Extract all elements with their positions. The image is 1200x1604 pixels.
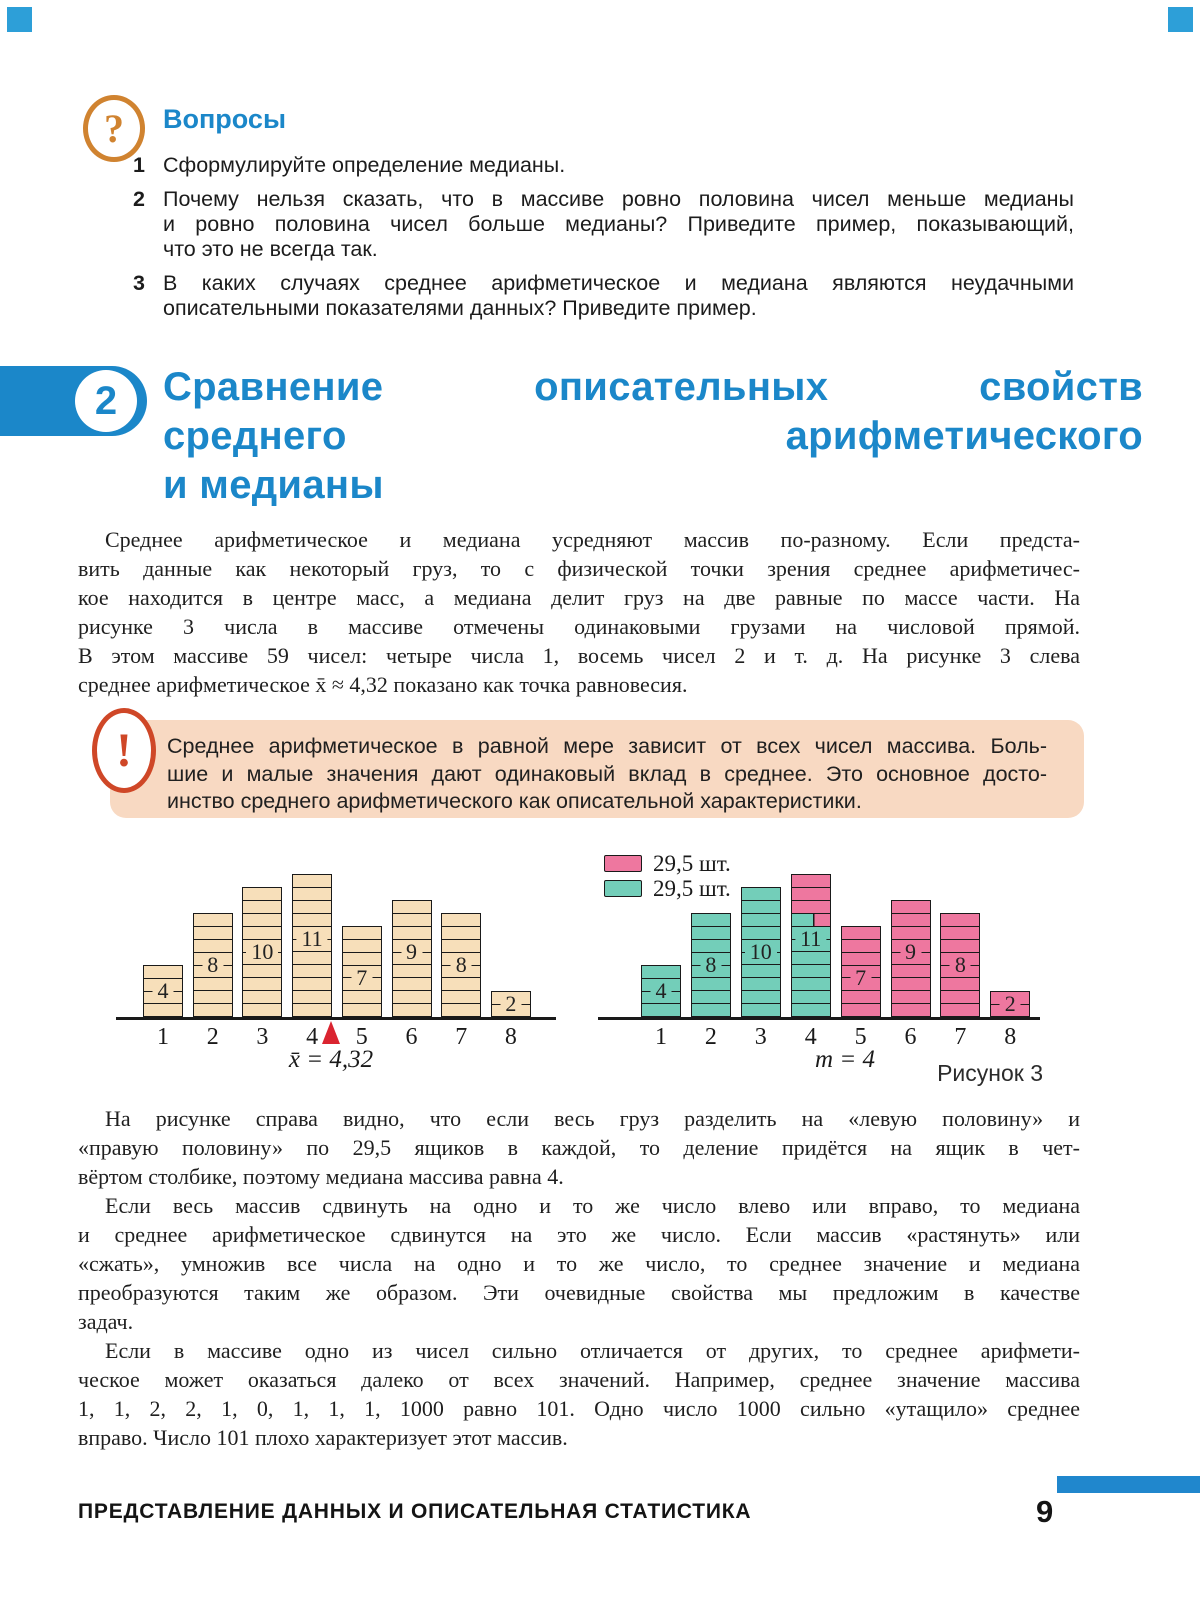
section-number-circle [75, 370, 137, 432]
unit-box [892, 990, 930, 1003]
text-line: Среднее арифметическое и медиана усредняют массив по-разному. Если предста- [105, 527, 1080, 552]
unit-box [393, 990, 431, 1003]
text-line: Сформулируйте определение медианы. [163, 153, 566, 177]
legend-label: 29,5 шт. [653, 875, 731, 901]
x-axis-tick-label: 5 [355, 1024, 368, 1050]
unit-box [194, 1003, 232, 1016]
corner-mark-top-left [7, 7, 32, 32]
x-axis-tick-label: 4 [804, 1024, 817, 1050]
text-line: преобразуются таким же образом. Эти очевидные свойства мы предложим в качестве [78, 1280, 1080, 1305]
unit-box [792, 900, 830, 913]
bar-column [342, 926, 382, 1017]
x-axis-tick-label: 7 [954, 1024, 967, 1050]
x-axis-tick-label: 1 [655, 1024, 667, 1050]
text-line: кое находится в центре масс, а медиана делит груз на две равные по массе части. На [78, 585, 1080, 610]
unit-box [243, 913, 281, 926]
x-axis-tick-label: 8 [1004, 1024, 1017, 1050]
bar-value-label: 8 [700, 955, 721, 975]
chart-legend [604, 851, 731, 901]
unit-box [293, 875, 331, 887]
unit-box [442, 977, 480, 990]
bar-value-label: 2 [500, 994, 521, 1014]
bar-value-label: 9 [900, 942, 921, 962]
unit-box [194, 926, 232, 939]
bar-value-label: 10 [246, 942, 278, 962]
text-line: Если в массиве одно из чисел сильно отличается от других, то среднее арифмети- [105, 1338, 1080, 1363]
unit-box [842, 990, 880, 1003]
unit-box [892, 964, 930, 977]
unit-box [194, 990, 232, 1003]
unit-box [892, 1003, 930, 1016]
unit-box [742, 926, 780, 939]
unit-box [293, 1003, 331, 1016]
text-line: рисунке 3 числа в массиве отмечены одинаковыми грузами на числовой прямой. [78, 614, 1080, 639]
unit-box [742, 888, 780, 900]
bar-column [741, 887, 781, 1017]
text-line: Если весь массив сдвинуть на одно и то же число влево или вправо, то медиана [105, 1193, 1080, 1218]
legend-label: 29,5 шт. [653, 850, 731, 876]
unit-box [343, 1003, 381, 1016]
section-number: 2 [94, 378, 118, 423]
bar-value-label: 11 [795, 929, 826, 949]
bar-value-label: 4 [153, 981, 174, 1001]
unit-box [243, 977, 281, 990]
unit-box [343, 939, 381, 952]
unit-box [692, 926, 730, 939]
unit-box [293, 887, 331, 900]
text-line: и медианы [163, 463, 384, 507]
question-number: 3 [133, 271, 145, 295]
text-line: вправо. Число 101 плохо характеризует этот массив. [78, 1425, 568, 1450]
left-chart-axis [116, 1017, 556, 1020]
unit-box [892, 913, 930, 926]
figure-caption: Рисунок 3 [937, 1060, 1043, 1086]
text-line: В этом массиве 59 чисел: четыре числа 1, восемь чисел 2 и т. д. На рисунке 3 слева [78, 643, 1080, 668]
question-number: 2 [133, 187, 145, 211]
question-item [133, 187, 1074, 262]
right-chart-axis [598, 1017, 1040, 1020]
legend-swatch-teal [604, 880, 642, 897]
bar-value-label: 7 [850, 968, 871, 988]
bar-value-label: 10 [745, 942, 777, 962]
question-text [163, 153, 1074, 178]
text-line: что это не всегда так. [163, 237, 378, 261]
x-axis-tick-label: 2 [704, 1024, 717, 1050]
unit-box [792, 1003, 830, 1016]
question-text [163, 187, 1074, 262]
unit-box [343, 952, 381, 965]
text-line: «правую половину» по 29,5 ящиков в каждой, то деление придётся на ящик в чет- [78, 1135, 1080, 1160]
body-paragraph [78, 1191, 1080, 1336]
unit-box [742, 977, 780, 990]
callout-text [167, 733, 1047, 816]
unit-box [393, 926, 431, 939]
unit-box [442, 990, 480, 1003]
exclamation-icon [92, 708, 156, 793]
legend-row [604, 876, 731, 901]
legend-row [604, 851, 731, 876]
question-item [133, 271, 1074, 321]
unit-box [393, 901, 431, 913]
text-line: ческое может оказаться далеко от всех значений. Например, среднее значение массива [78, 1367, 1080, 1392]
unit-box [792, 951, 830, 964]
unit-box [742, 990, 780, 1003]
unit-box [892, 926, 930, 939]
questions-heading: Вопросы [163, 104, 287, 134]
unit-box [243, 964, 281, 977]
unit-box [892, 901, 930, 913]
unit-box [194, 914, 232, 926]
unit-box [293, 913, 331, 926]
body-paragraph [78, 1336, 1080, 1452]
mean-label: x̄ = 4,32 [288, 1046, 374, 1073]
unit-box [393, 977, 431, 990]
text-line: задач. [78, 1309, 134, 1334]
body-paragraph [78, 1104, 1080, 1191]
x-axis-tick-label: 3 [754, 1024, 767, 1050]
bar-value-label: 2 [1000, 994, 1021, 1014]
footer-edge-bar [1057, 1476, 1200, 1493]
bar-column [193, 913, 233, 1017]
x-axis-tick-label: 8 [504, 1024, 517, 1050]
unit-box [144, 1003, 182, 1016]
unit-box [243, 900, 281, 913]
unit-box [941, 990, 979, 1003]
x-axis-tick-label: 1 [157, 1024, 169, 1050]
bar-value-label: 8 [950, 955, 971, 975]
question-text [163, 271, 1074, 321]
bar-value-label: 8 [202, 955, 223, 975]
unit-box [293, 977, 331, 990]
page-number: 9 [1036, 1494, 1054, 1529]
x-axis-tick-label: 4 [306, 1024, 319, 1050]
text-line: и ровно половина чисел больше медианы? Приведите пример, показывающий, [163, 212, 1074, 236]
bar-column [242, 887, 282, 1017]
unit-box [941, 926, 979, 939]
text-line: В каких случаях среднее арифметическое и медиана являются неудачными [163, 271, 1074, 295]
unit-box [393, 1003, 431, 1016]
question-mark-icon [83, 95, 145, 162]
text-line: вить данные как некоторый груз, то с физической точки зрения среднее арифметичес- [78, 556, 1080, 581]
unit-box [293, 951, 331, 964]
bar-column [841, 926, 881, 1017]
text-line: описательными показателями данных? Приведите пример. [163, 296, 757, 320]
corner-mark-top-right [1168, 7, 1193, 32]
bar-column [990, 991, 1030, 1017]
questions-list [133, 153, 1074, 330]
bar-column [292, 874, 332, 1017]
unit-box [293, 964, 331, 977]
unit-box [442, 914, 480, 926]
text-line: «сжать», умножив все числа на одно и то же число, то среднее значение и медиана [78, 1251, 1080, 1276]
unit-box [842, 939, 880, 952]
x-axis-tick-label: 6 [904, 1024, 917, 1050]
body-paragraphs [78, 1104, 1080, 1452]
unit-box [442, 1003, 480, 1016]
bar-column [641, 965, 681, 1017]
unit-box [742, 1003, 780, 1016]
unit-box [742, 964, 780, 977]
unit-box [941, 939, 979, 952]
unit-box [194, 977, 232, 990]
unit-box [941, 914, 979, 926]
question-item [133, 153, 1074, 178]
text-line: Сравнение описательных свойств [163, 365, 1143, 409]
text-line: вёртом столбике, поэтому медиана массива равна 4. [78, 1164, 564, 1189]
unit-box [442, 939, 480, 952]
bar-value-label: 9 [401, 942, 422, 962]
text-line: и среднее арифметическое сдвинутся на это же число. Если массив «растянуть» или [78, 1222, 1080, 1247]
bar-column [691, 913, 731, 1017]
text-line: Среднее арифметическое в равной мере зависит от всех чисел массива. Боль- [167, 734, 1047, 758]
footer-chapter-title: ПРЕДСТАВЛЕНИЕ ДАННЫХ И ОПИСАТЕЛЬНАЯ СТАТИСТИКА [78, 1500, 752, 1523]
unit-box [393, 964, 431, 977]
mean-marker-triangle [322, 1021, 340, 1044]
unit-box [941, 1003, 979, 1016]
section-title [163, 363, 1143, 510]
legend-swatch-pink [604, 855, 642, 872]
unit-box [792, 990, 830, 1003]
unit-box [692, 939, 730, 952]
bar-column [940, 913, 980, 1017]
text-line: среднее арифметическое x̄ ≈ 4,32 показано как точка равновесия. [78, 672, 688, 697]
x-axis-tick-label: 7 [455, 1024, 468, 1050]
bar-column [392, 900, 432, 1017]
unit-box [642, 1003, 680, 1016]
unit-box [442, 926, 480, 939]
unit-box [742, 913, 780, 926]
text-line: инство среднего арифметического как описательной характеристики. [167, 789, 862, 813]
text-line: Почему нельзя сказать, что в массиве ровно половина чисел меньше медианы [163, 187, 1074, 211]
bar-column [441, 913, 481, 1017]
unit-box [892, 977, 930, 990]
unit-box [742, 900, 780, 913]
unit-box [941, 977, 979, 990]
bar-value-label: 4 [651, 981, 672, 1001]
unit-box [243, 1003, 281, 1016]
x-axis-tick-label: 3 [256, 1024, 269, 1050]
unit-box [194, 939, 232, 952]
exclamation-glyph: ! [116, 724, 132, 777]
body-paragraph [78, 525, 1080, 699]
unit-box [243, 990, 281, 1003]
unit-box [692, 914, 730, 926]
unit-box [293, 900, 331, 913]
unit-box [792, 913, 830, 926]
x-axis-tick-label: 2 [206, 1024, 219, 1050]
unit-box [393, 913, 431, 926]
question-mark-glyph: ? [104, 106, 124, 151]
unit-box [842, 927, 880, 939]
unit-box [243, 926, 281, 939]
bar-value-label: 7 [351, 968, 372, 988]
unit-box [692, 977, 730, 990]
unit-box [144, 966, 182, 978]
unit-box [842, 952, 880, 965]
unit-box [343, 990, 381, 1003]
bar-column [143, 965, 183, 1017]
median-label: m = 4 [815, 1046, 875, 1073]
unit-box [842, 1003, 880, 1016]
question-number: 1 [133, 153, 145, 177]
x-axis-tick-label: 5 [854, 1024, 867, 1050]
unit-box [792, 964, 830, 977]
unit-box [343, 927, 381, 939]
unit-box [792, 875, 830, 887]
bar-column [891, 900, 931, 1017]
bar-value-label: 8 [451, 955, 472, 975]
unit-box [293, 990, 331, 1003]
unit-box [692, 990, 730, 1003]
unit-box [692, 1003, 730, 1016]
text-line: шие и малые значения дают одинаковый вклад в среднее. Это основное досто- [167, 761, 1047, 786]
bar-value-label: 11 [297, 929, 328, 949]
bar-column [491, 991, 531, 1017]
x-axis-tick-label: 6 [405, 1024, 418, 1050]
text-line: На рисунке справа видно, что если весь груз разделить на «левую половину» и [105, 1106, 1080, 1131]
unit-box [792, 887, 830, 900]
text-line: среднего арифметического [163, 414, 1143, 458]
unit-box [243, 888, 281, 900]
unit-box [642, 966, 680, 978]
bar-column [791, 874, 831, 1017]
text-line: 1, 1, 2, 2, 1, 0, 1, 1, 1, 1000 равно 101. Одно число 1000 сильно «утащило» среднее [78, 1396, 1080, 1421]
unit-box [792, 977, 830, 990]
